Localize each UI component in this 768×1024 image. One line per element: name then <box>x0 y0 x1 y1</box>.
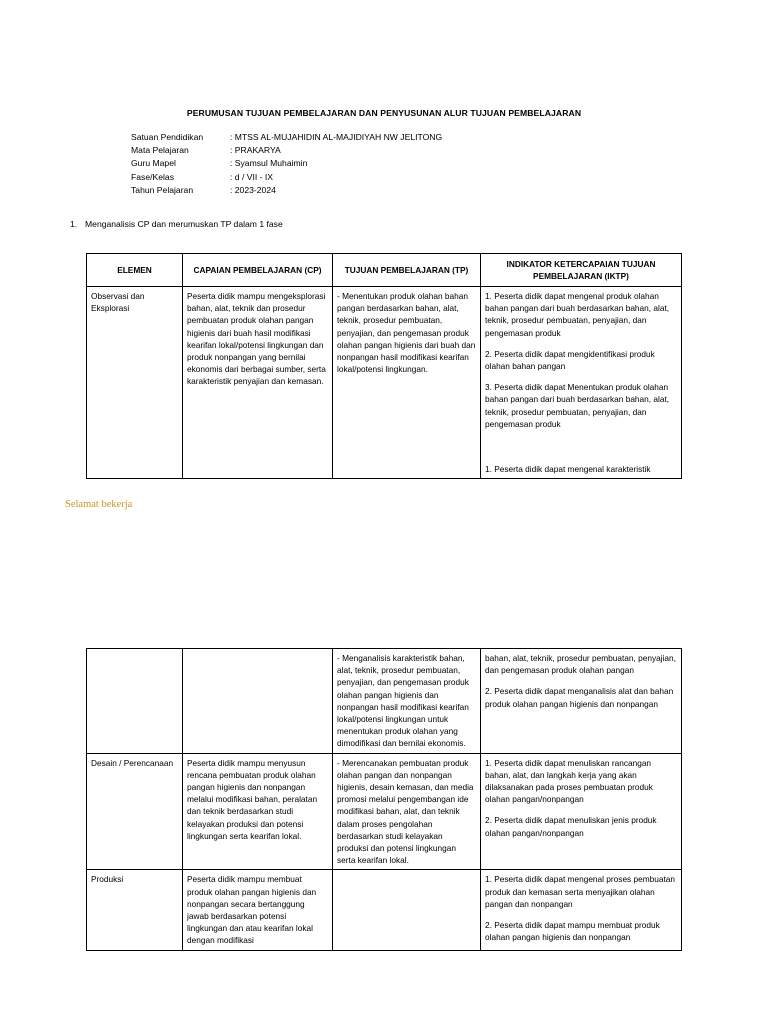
cell-cp: Peserta didik mampu membuat produk olahan pangan higienis dan nonpangan secara bertanggung jawab berdasarkan potensi lingkungan dan atau kearifan lokal dengan modifikasi <box>183 870 333 950</box>
document-title: PERUMUSAN TUJUAN PEMBELAJARAN DAN PENYUSUNAN ALUR TUJUAN PEMBELAJARAN <box>186 108 582 118</box>
iktp-item: 1. Peserta didik dapat menuliskan rancangan bahan, alat, dan langkah kerja yang akan dilaksanakan pada proses pembuatan produk olahan pangan/nonpangan <box>485 757 653 805</box>
meta-value: : PRAKARYA <box>230 145 281 156</box>
cell-iktp <box>481 753 682 870</box>
section-text: Menganalisis CP dan merumuskan TP dalam 1 fase <box>85 219 283 229</box>
table-row <box>87 649 682 754</box>
meta-key: Tahun Pelajaran <box>131 184 194 195</box>
meta-row <box>131 131 442 144</box>
cell-elemen: Desain / Perencanaan <box>87 753 183 870</box>
meta-row <box>131 144 442 157</box>
meta-row <box>131 184 442 197</box>
tp-table-page-1 <box>86 253 682 479</box>
section-number: 1. <box>70 219 78 229</box>
header-elemen: ELEMEN <box>87 254 183 287</box>
iktp-item: 1. Peserta didik dapat mengenal proses pembuatan produk dan kemasan serta menyajikan olahan pangan dan nonpangan <box>485 874 676 909</box>
cell-tp <box>333 870 481 950</box>
table-header-row <box>87 254 682 287</box>
cell-elemen <box>87 649 183 754</box>
iktp-item: 2. Peserta didik dapat menuliskan jenis produk olahan pangan/nonpangan <box>485 815 657 838</box>
cell-iktp <box>481 287 682 479</box>
header-tp: TUJUAN PEMBELAJARAN (TP) <box>333 254 481 287</box>
meta-value: : d / VII - IX <box>230 171 273 182</box>
cell-cp: Peserta didik mampu menyusun rencana pembuatan produk olahan pangan higienis dan nonpangan melalui modifikasi bahan, peralatan dan teknik berdasarkan studi kelayakan produksi dan potensi lingkungan serta kearifan lokal. <box>183 753 333 870</box>
iktp-item: 2. Peserta didik dapat mampu membuat produk olahan pangan higienis dan nonpangan <box>485 920 660 943</box>
cell-cp: Peserta didik mampu mengeksplorasi bahan, alat, teknik dan prosedur pembuatan produk olahan pangan higienis dari buah hasil modifikasi kearifan lokal/potensi lingkungan dan produk nonpangan yang bernilai ekonomis dari berbagai sumber, serta karakteristik penyajian dan kemasan. <box>183 287 333 479</box>
meta-key: Guru Mapel <box>131 158 176 169</box>
meta-key: Satuan Pendidikan <box>131 132 204 142</box>
iktp-item: 1. Peserta didik dapat mengenal karakteristik <box>485 464 651 475</box>
meta-row <box>131 157 442 170</box>
header-cp: CAPAIAN PEMBELAJARAN (CP) <box>183 254 333 287</box>
cell-tp: - Menentukan produk olahan bahan pangan berdasarkan bahan, alat, teknik, prosedur pembuatan, penyajian, dan pengemasan produk olahan pangan higienis dari buah dan nonpangan hasil modifikasi kearifan lokal/potensi lingkungan. <box>333 287 481 479</box>
meta-value: : MTSS AL-MUJAHIDIN AL-MAJIDIYAH NW JELITONG <box>230 132 443 142</box>
section-heading <box>70 219 283 229</box>
cell-cp <box>183 649 333 754</box>
cell-iktp <box>481 649 682 754</box>
table-row <box>87 287 682 479</box>
cell-iktp <box>481 870 682 950</box>
iktp-item: 2. Peserta didik dapat menganalisis alat dan bahan produk olahan pangan higienis dan nonpangan <box>485 686 674 709</box>
meta-row <box>131 171 442 184</box>
closing-text: Selamat bekerja <box>65 499 133 510</box>
meta-value: : Syamsul Muhaimin <box>230 158 308 169</box>
table-row <box>87 870 682 950</box>
iktp-item: 3. Peserta didik dapat Menentukan produk olahan bahan pangan dari buah berdasarkan bahan, alat, teknik, prosedur pembuatan, penyajian, dan pengemasan produk <box>485 382 670 429</box>
tp-table-page-2 <box>86 648 682 951</box>
cell-tp: - Merencanakan pembuatan produk olahan pangan dan nonpangan higienis, desain kemasan, dan media promosi melalui pengembangan ide modifikasi bahan, alat, dan teknik dalam proses pengolahan berdasarkan studi kelayakan produksi dan potensi lingkungan serta kearifan lokal. <box>333 753 481 870</box>
iktp-item: 1. Peserta didik dapat mengenal produk olahan bahan pangan dari buah berdasarkan bahan, alat, teknik, prosedur pembuatan, penyajian, dan pengemasan produk <box>485 291 670 338</box>
cell-tp: - Menganalisis karakteristik bahan, alat, teknik, prosedur pembuatan, penyajian, dan pengemasan produk olahan pangan higienis dan nonpangan hasil modifikasi kearifan lokal/potensi lingkungan untuk menentukan produk olahan yang dimodifikasi dan bernilai ekonomis. <box>333 649 481 754</box>
table-row <box>87 753 682 870</box>
cell-elemen: Produksi <box>87 870 183 950</box>
meta-key: Fase/Kelas <box>131 171 174 182</box>
identity-block <box>131 131 442 197</box>
meta-value: : 2023-2024 <box>230 184 276 195</box>
iktp-item: bahan, alat, teknik, prosedur pembuatan, penyajian, dan pengemasan produk olahan pangan <box>485 653 676 676</box>
header-iktp: INDIKATOR KETERCAPAIAN TUJUAN PEMBELAJARAN (IKTP) <box>481 254 682 287</box>
cell-elemen: Observasi dan Eksplorasi <box>87 287 183 479</box>
meta-key: Mata Pelajaran <box>131 145 189 156</box>
iktp-item: 2. Peserta didik dapat mengidentifikasi produk olahan bahan pangan <box>485 348 655 372</box>
